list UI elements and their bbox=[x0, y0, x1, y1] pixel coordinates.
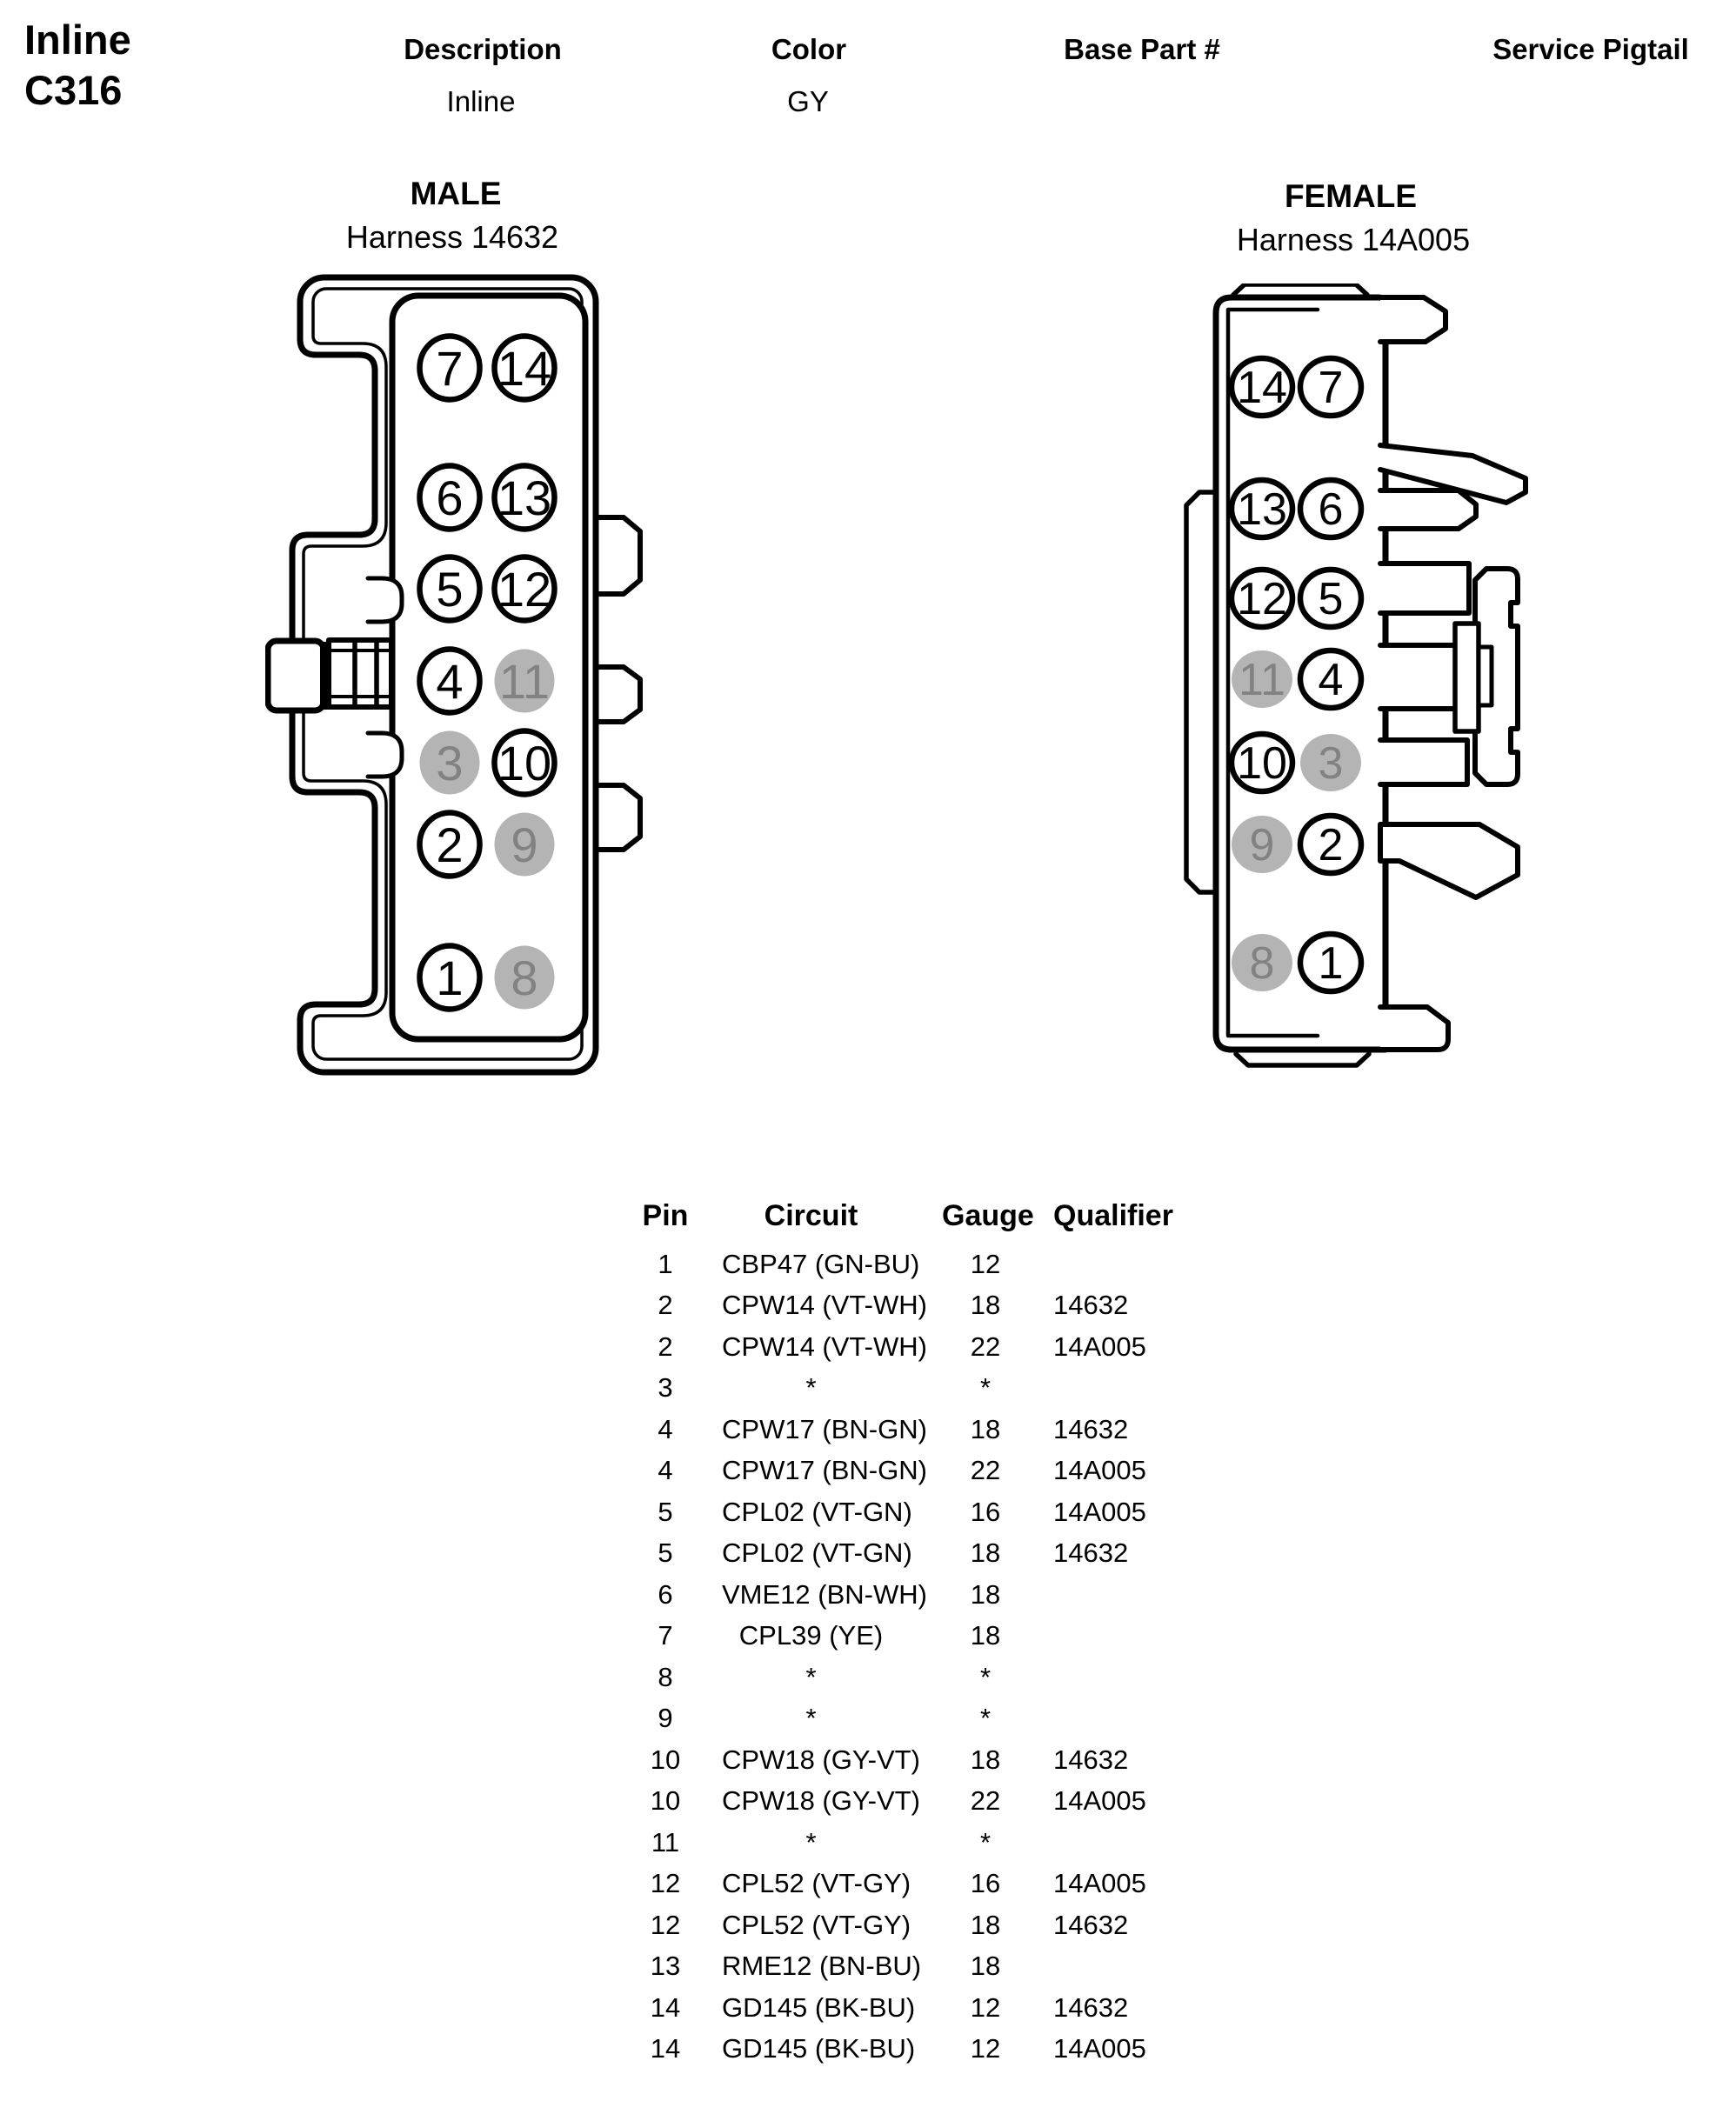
cell-qualifier: 14632 bbox=[1053, 1744, 1129, 1775]
cell-circuit: CPW18 (GY-VT) bbox=[722, 1744, 920, 1775]
female-lock-upper-arm bbox=[1380, 564, 1469, 613]
cell-circuit: CPL02 (VT-GN) bbox=[722, 1537, 912, 1569]
table-row bbox=[609, 1987, 1209, 2029]
cell-circuit: * bbox=[805, 1703, 817, 1734]
female-lock-keeper bbox=[1455, 624, 1479, 731]
cell-gauge: 18 bbox=[970, 1620, 1001, 1651]
female-bottom-cap bbox=[1236, 1054, 1369, 1065]
field-value-description: Inline bbox=[446, 85, 516, 117]
female-connector-diagram bbox=[1180, 283, 1531, 1089]
male-title: MALE bbox=[410, 176, 502, 211]
male-housing-notch-1 bbox=[368, 578, 402, 622]
cell-circuit: CPL52 (VT-GY) bbox=[722, 1868, 911, 1899]
female-pin-5-label: 5 bbox=[1318, 574, 1344, 624]
cell-pin: 14 bbox=[650, 1991, 681, 2023]
cell-qualifier: 14A005 bbox=[1053, 1496, 1146, 1527]
cell-circuit: CPW17 (BN-GN) bbox=[722, 1413, 927, 1444]
table-row bbox=[609, 1285, 1209, 1327]
table-row bbox=[609, 1244, 1209, 1285]
cell-gauge: * bbox=[979, 1826, 992, 1858]
cell-circuit: GD145 (BK-BU) bbox=[722, 1991, 916, 2023]
male-pin-10-label: 10 bbox=[497, 736, 552, 790]
table-row bbox=[609, 1781, 1209, 1823]
table-row bbox=[609, 2029, 1209, 2071]
header-circuit: Circuit bbox=[764, 1198, 858, 1232]
cell-gauge: 12 bbox=[970, 2033, 1001, 2064]
table-row bbox=[609, 1368, 1209, 1410]
header-pin: Pin bbox=[642, 1198, 689, 1232]
field-label-color: Color bbox=[771, 33, 847, 65]
cell-circuit: CPL02 (VT-GN) bbox=[722, 1496, 912, 1527]
cell-pin: 3 bbox=[658, 1372, 673, 1404]
cell-circuit: CPL52 (VT-GY) bbox=[722, 1909, 911, 1940]
male-pin-12-label: 12 bbox=[497, 562, 552, 617]
header-qualifier: Qualifier bbox=[1053, 1198, 1173, 1232]
female-pin-2-label: 2 bbox=[1318, 820, 1344, 870]
cell-gauge: 22 bbox=[970, 1785, 1001, 1817]
cell-pin: 5 bbox=[658, 1496, 673, 1527]
cell-qualifier: 14A005 bbox=[1053, 1868, 1146, 1899]
pinout-table-header bbox=[609, 1193, 1209, 1238]
male-pin-9-label: 9 bbox=[511, 817, 538, 872]
male-connector-diagram bbox=[265, 274, 646, 1079]
connector-id-line1: Inline bbox=[24, 17, 131, 63]
cell-gauge: * bbox=[979, 1661, 992, 1692]
male-pin-6-label: 6 bbox=[436, 470, 464, 525]
header-gauge: Gauge bbox=[942, 1198, 1034, 1232]
cell-gauge: 18 bbox=[970, 1909, 1001, 1940]
cell-qualifier: 14A005 bbox=[1053, 1455, 1146, 1486]
male-right-tab-2 bbox=[596, 667, 640, 722]
field-label-service-pigtail: Service Pigtail bbox=[1492, 33, 1689, 65]
female-latch-bar bbox=[1380, 490, 1476, 529]
cell-qualifier: 14A005 bbox=[1053, 1785, 1146, 1817]
male-pin-13-label: 13 bbox=[497, 470, 552, 525]
male-pin-8-label: 8 bbox=[511, 950, 538, 1005]
male-right-tab-3 bbox=[596, 785, 640, 850]
cell-qualifier: 14632 bbox=[1053, 1413, 1129, 1444]
cell-pin: 12 bbox=[650, 1868, 681, 1899]
male-pin-3-label: 3 bbox=[436, 736, 464, 790]
cell-gauge: * bbox=[979, 1703, 992, 1734]
female-pin-7-label: 7 bbox=[1318, 363, 1344, 413]
cell-circuit: CPW14 (VT-WH) bbox=[722, 1290, 927, 1321]
male-pin-14-label: 14 bbox=[497, 341, 552, 396]
female-pin-14-label: 14 bbox=[1237, 363, 1287, 413]
female-pin-13-label: 13 bbox=[1237, 484, 1287, 535]
cell-pin: 4 bbox=[658, 1413, 673, 1444]
male-pin-7-label: 7 bbox=[436, 341, 464, 396]
table-row bbox=[609, 1657, 1209, 1698]
female-pin-9-label: 9 bbox=[1249, 820, 1275, 870]
cell-qualifier: 14632 bbox=[1053, 1537, 1129, 1569]
female-pin-3-label: 3 bbox=[1318, 738, 1344, 789]
cell-circuit: CPL39 (YE) bbox=[738, 1620, 884, 1651]
cell-gauge: 18 bbox=[970, 1290, 1001, 1321]
table-row bbox=[609, 1616, 1209, 1657]
cell-gauge: 12 bbox=[970, 1248, 1001, 1279]
cell-circuit: CPW14 (VT-WH) bbox=[722, 1331, 927, 1362]
male-bolt-head bbox=[268, 641, 324, 710]
cell-circuit: CBP47 (GN-BU) bbox=[722, 1248, 920, 1279]
table-row bbox=[609, 1822, 1209, 1864]
cell-pin: 6 bbox=[658, 1578, 673, 1610]
female-harness-label: Harness 14A005 bbox=[1236, 222, 1471, 257]
male-pin-1-label: 1 bbox=[436, 950, 464, 1005]
cell-pin: 8 bbox=[658, 1661, 673, 1692]
cell-gauge: * bbox=[979, 1372, 992, 1404]
male-pin-5-label: 5 bbox=[436, 562, 464, 617]
female-pin-1-label: 1 bbox=[1318, 938, 1344, 989]
cell-pin: 9 bbox=[658, 1703, 673, 1734]
cell-gauge: 16 bbox=[970, 1868, 1001, 1899]
cell-qualifier: 14A005 bbox=[1053, 2033, 1146, 2064]
male-pin-2-label: 2 bbox=[436, 817, 464, 872]
female-pin-8-label: 8 bbox=[1249, 938, 1275, 989]
table-row bbox=[609, 1946, 1209, 1988]
male-housing-notch-2 bbox=[368, 733, 402, 777]
table-row bbox=[609, 1574, 1209, 1616]
cell-pin: 4 bbox=[658, 1455, 673, 1486]
pinout-table bbox=[609, 1193, 1209, 2070]
cell-gauge: 18 bbox=[970, 1578, 1001, 1610]
female-top-arm bbox=[1380, 297, 1446, 342]
cell-qualifier: 14A005 bbox=[1053, 1331, 1146, 1362]
cell-pin: 5 bbox=[658, 1537, 673, 1569]
female-lock-lower-arm bbox=[1380, 740, 1467, 784]
cell-qualifier: 14632 bbox=[1053, 1991, 1129, 2023]
cell-gauge: 18 bbox=[970, 1951, 1001, 1982]
cell-pin: 2 bbox=[658, 1290, 673, 1321]
cell-pin: 13 bbox=[650, 1951, 681, 1982]
female-title: FEMALE bbox=[1284, 178, 1418, 214]
cell-circuit: * bbox=[805, 1826, 817, 1858]
cell-qualifier: 14632 bbox=[1053, 1909, 1129, 1940]
cell-circuit: RME12 (BN-BU) bbox=[722, 1951, 922, 1982]
female-lock-striker bbox=[1479, 647, 1492, 705]
table-row bbox=[609, 1409, 1209, 1451]
cell-gauge: 18 bbox=[970, 1537, 1001, 1569]
cell-gauge: 18 bbox=[970, 1744, 1001, 1775]
cell-pin: 10 bbox=[650, 1744, 681, 1775]
cell-pin: 10 bbox=[650, 1785, 681, 1817]
table-row bbox=[609, 1326, 1209, 1368]
female-center-arm bbox=[1380, 645, 1462, 709]
table-row bbox=[609, 1533, 1209, 1575]
female-left-tab bbox=[1186, 492, 1216, 892]
male-right-tab-1 bbox=[596, 517, 640, 594]
cell-gauge: 18 bbox=[970, 1413, 1001, 1444]
cell-circuit: CPW18 (GY-VT) bbox=[722, 1785, 920, 1817]
cell-gauge: 22 bbox=[970, 1455, 1001, 1486]
table-row bbox=[609, 1864, 1209, 1905]
field-label-description: Description bbox=[404, 33, 562, 65]
male-harness-label: Harness 14632 bbox=[345, 219, 559, 255]
table-row bbox=[609, 1904, 1209, 1946]
male-bolt-collar bbox=[321, 643, 330, 709]
female-pin-12-label: 12 bbox=[1237, 574, 1287, 624]
cell-circuit: * bbox=[805, 1372, 817, 1404]
cell-pin: 2 bbox=[658, 1331, 673, 1362]
field-label-base-part: Base Part # bbox=[1064, 33, 1220, 65]
table-row bbox=[609, 1451, 1209, 1492]
female-pin-11-label: 11 bbox=[1239, 655, 1285, 705]
cell-gauge: 22 bbox=[970, 1331, 1001, 1362]
male-pin-11-label: 11 bbox=[498, 654, 551, 709]
table-row bbox=[609, 1491, 1209, 1533]
cell-pin: 1 bbox=[658, 1248, 673, 1279]
cell-qualifier: 14632 bbox=[1053, 1290, 1129, 1321]
female-pin-10-label: 10 bbox=[1237, 738, 1287, 789]
cell-circuit: GD145 (BK-BU) bbox=[722, 2033, 916, 2064]
table-row bbox=[609, 1698, 1209, 1740]
connector-id-line2: C316 bbox=[24, 67, 123, 113]
cell-pin: 7 bbox=[658, 1620, 673, 1651]
field-value-color: GY bbox=[787, 85, 829, 117]
female-top-cap bbox=[1233, 284, 1367, 295]
cell-gauge: 12 bbox=[970, 1991, 1001, 2023]
cell-circuit: * bbox=[805, 1661, 817, 1692]
female-hook-arm bbox=[1380, 824, 1518, 897]
cell-gauge: 16 bbox=[970, 1496, 1001, 1527]
cell-circuit: CPW17 (BN-GN) bbox=[722, 1455, 927, 1486]
female-pin-4-label: 4 bbox=[1318, 655, 1344, 705]
female-pin-6-label: 6 bbox=[1318, 484, 1344, 535]
cell-circuit: VME12 (BN-WH) bbox=[722, 1578, 927, 1610]
cell-pin: 12 bbox=[650, 1909, 681, 1940]
female-bottom-arm bbox=[1380, 1007, 1448, 1050]
cell-pin: 11 bbox=[651, 1826, 680, 1858]
cell-pin: 14 bbox=[650, 2033, 681, 2064]
male-pin-4-label: 4 bbox=[436, 654, 464, 709]
table-row bbox=[609, 1739, 1209, 1781]
pinout-table-rows bbox=[609, 1244, 1209, 2070]
